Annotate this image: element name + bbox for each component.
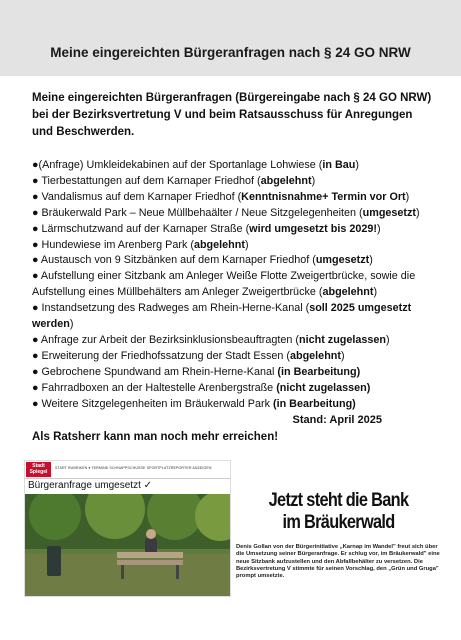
request-item [32,381,432,397]
request-status: (nicht zugelassen) [276,381,371,394]
request-item [32,238,432,254]
request-text-end: ) [416,206,420,219]
request-text-end: ) [376,222,381,235]
request-item [32,301,432,333]
request-status: nicht zugelassen [299,333,386,346]
request-item [32,397,432,413]
request-item [32,174,432,190]
request-status: in Bau [322,159,356,171]
request-text: ● Weitere Sitzgelegenheiten im Bräukerwald Park [32,397,273,410]
main-content [32,90,432,445]
request-text-end: ) [355,159,360,171]
clip-nav-links: START RUBRIKEN ▾ TERMINE SCHNAPPSCHÜSSE SPORTPLATZREPORTER ANZEIGEN [55,466,212,470]
request-item [32,206,432,222]
request-status: abgelehnt [289,349,341,362]
request-text: ● Hundewiese im Arenberg Park ( [32,238,194,251]
logo-line-2: Spiegel [29,469,48,475]
request-item [32,269,432,301]
bench-photo-illustration [25,494,230,596]
request-text: ● Erweiterung der Friedhofssatzung der Stadt Essen ( [32,349,290,362]
request-status: Kenntnisnahme+ Termin vor Ort [241,190,406,203]
request-status: wird umgesetzt bis 2029! [249,222,377,235]
request-item [32,365,432,381]
print-headline [250,490,426,534]
clip-nav-bar [25,461,230,479]
request-text: ● Tierbestattungen auf dem Karnaper Friedhof ( [32,174,261,187]
request-status: umgesetzt [362,206,417,219]
intro-text: Meine eingereichten Bürgeranfragen (Bürgereingabe nach § 24 GO NRW) bei der Bezirksvertretung V und beim Ratsausschuss für Anregungen und Beschwerden. [32,92,432,138]
header-banner [0,0,461,76]
request-text: ● Austausch von 9 Sitzbänken auf dem Karnaper Friedhof ( [32,254,316,267]
request-text-end: ) [386,333,390,346]
closing-text: Als Ratsherr kann man noch mehr erreichen! [32,431,279,444]
request-text: ● Bräukerwald Park – Neue Müllbehaälter / Neue Sitzgelegenheiten ( [32,206,363,219]
request-status: (in Bearbeitung) [277,365,361,378]
request-status: abgelehnt [193,238,245,251]
request-text: ● Gebrochene Spundwand am Rhein-Herne-Kanal [32,365,278,378]
request-text-end: ) [69,318,74,331]
request-item [32,158,432,174]
request-item [32,222,432,238]
request-item [32,253,432,269]
bench-photo [25,494,230,596]
request-text: ● Fahrradboxen an der Haltestelle Arenbergstraße [32,381,277,394]
request-item [32,333,432,349]
request-text-end: ) [340,349,345,362]
request-status: abgelehnt [322,286,374,299]
print-caption: Denis Gollan von der Bürgerinitiative „Karnap im Wandel" freut sich über die Umsetzung seiner Bürgeranfrage. Er schlug vor, im Bräukerwald" eine neue Sitzbank aufzustellen und den Abfallbehälter zu versetzen. Die Bezirksvertretung V stimmte für seinen Vorschlag, den „Grün und Gruga" prompt umsetzte. [236,544,440,580]
request-text-end: ) [244,238,249,251]
request-text: ●(Anfrage) Umkleidekabinen auf der Sportanlage Lohwiese ( [32,159,323,171]
request-text-end: ) [369,254,373,267]
page-title: Meine eingereichten Bürgeranfragen nach § 24 GO NRW [50,45,411,60]
request-status: abgelehnt [260,174,312,187]
request-status: soll 2025 umgesetzt werden [32,302,412,331]
request-text: ● Instandsetzung des Radweges am Rhein-Herne-Kanal ( [32,302,310,315]
print-headline-line-2: im Bräukerwald [282,512,395,533]
print-headline-line-1: Jetzt steht die Bank [268,490,409,511]
request-text-end: ) [373,286,378,299]
request-text-end: ) [405,190,410,203]
request-text: ● Lärmschutzwand auf der Karnaper Straße ( [32,222,250,235]
clip-headline: Bürgeranfrage umgesetzt ✓ [28,480,152,491]
request-list [32,158,432,413]
stadtspiegel-logo [26,462,51,477]
status-date: Stand: April 2025 [292,413,382,426]
request-text: ● Vandalismus auf dem Karnaper Friedhof ( [32,190,242,203]
request-text: ● Anfrage zur Arbeit der Bezirksinklusionsbeauftragten ( [32,333,299,346]
request-item [32,349,432,365]
request-text: ● Aufstellung einer Sitzbank am Anleger Weiße Flotte Zweigertbrücke, sowie die Aufstellung eines Müllbehälters am Anleger Zweigertbrücke ( [32,270,416,299]
newspaper-clip-print [236,478,441,588]
request-item [32,190,432,206]
request-text-end: ) [311,174,316,187]
newspaper-clip-online [24,460,231,597]
logo-line-1: Stadt [32,463,45,469]
request-status: umgesetzt [315,254,370,267]
request-status: (in Bearbeitung) [272,397,356,410]
